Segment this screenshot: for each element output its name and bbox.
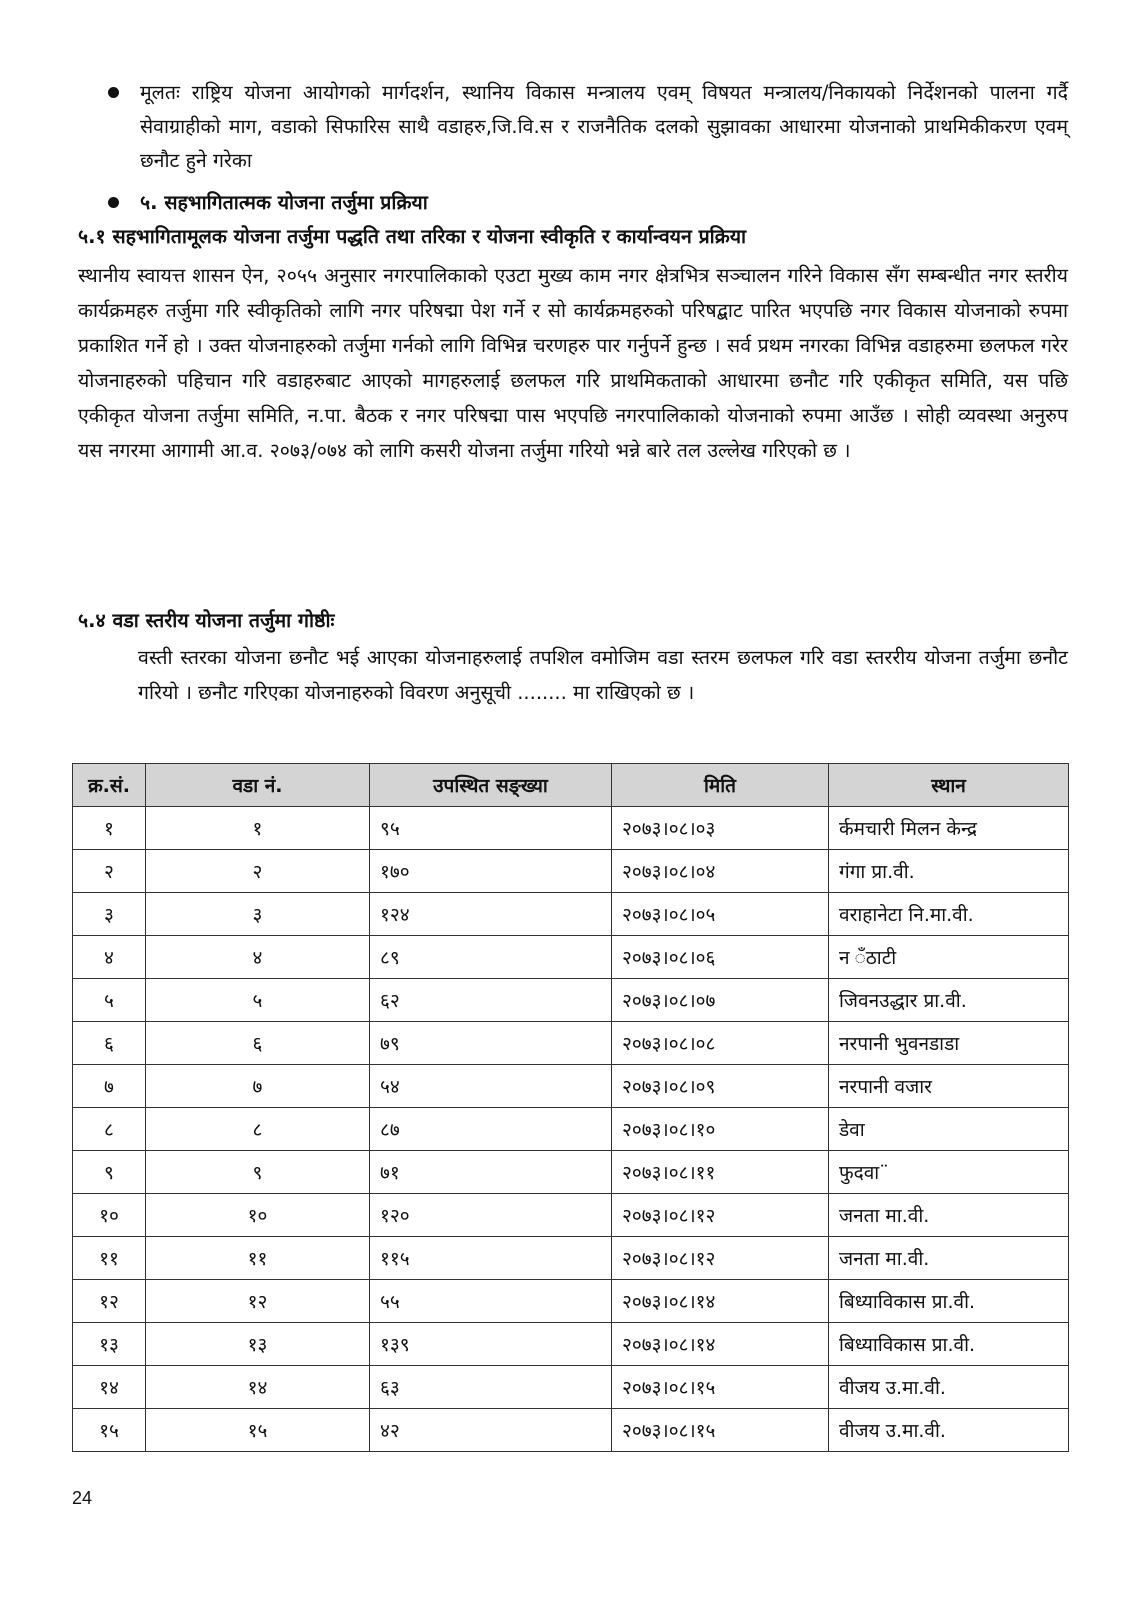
header-sn: क्र.सं. — [73, 764, 146, 807]
cell-date: २०७३।०८।१५ — [612, 1366, 829, 1409]
cell-ward: ८ — [146, 1108, 370, 1151]
table-row — [73, 893, 1069, 936]
cell-ward: १२ — [146, 1280, 370, 1323]
cell-attendance: ४२ — [370, 1409, 612, 1452]
cell-date: २०७३।०८।०३ — [612, 807, 829, 850]
section-5-title: ५. सहभागितात्मक योजना तर्जुमा प्रक्रिया — [140, 191, 428, 214]
heading-5-4: ५.४ वडा स्तरीय योजना तर्जुमा गोष्ठीः — [78, 609, 335, 632]
table-row — [73, 1065, 1069, 1108]
cell-sn: ५ — [73, 979, 146, 1022]
cell-date: २०७३।०८।०९ — [612, 1065, 829, 1108]
cell-ward: १० — [146, 1194, 370, 1237]
table-row — [73, 1108, 1069, 1151]
cell-ward: १ — [146, 807, 370, 850]
cell-place: वीजय उ.मा.वी. — [829, 1409, 1069, 1452]
table-row — [73, 1409, 1069, 1452]
cell-sn: ६ — [73, 1022, 146, 1065]
cell-date: २०७३।०८।०५ — [612, 893, 829, 936]
bullet-dot-icon — [108, 87, 119, 98]
cell-place: फुदवा¨ — [829, 1151, 1069, 1194]
cell-ward: ६ — [146, 1022, 370, 1065]
cell-attendance: १२४ — [370, 893, 612, 936]
cell-sn: १२ — [73, 1280, 146, 1323]
paragraph-5-4: वस्ती स्तरका योजना छनौट भई आएका योजनाहरुलाई तपशिल वमोजिम वडा स्तरम छलफल गरि वडा स्तररीय योजना तर्जुमा छनौट गरियो । छनौट गरिएका योजनाहरुको विवरण अनुसूची ........ मा राखिएको छ । — [138, 646, 1068, 704]
cell-attendance: ६३ — [370, 1366, 612, 1409]
cell-date: २०७३।०८।०४ — [612, 850, 829, 893]
table-row — [73, 1151, 1069, 1194]
cell-attendance: ९५ — [370, 807, 612, 850]
cell-date: २०७३।०८।१४ — [612, 1323, 829, 1366]
cell-place: जिवनउद्धार प्रा.वी. — [829, 979, 1069, 1022]
heading-5-1: ५.१ सहभागितामूलक योजना तर्जुमा पद्धति तथा तरिका र योजना स्वीकृति र कार्यान्वयन प्रक्रिया — [78, 225, 747, 248]
cell-attendance: ८९ — [370, 936, 612, 979]
cell-ward: ९ — [146, 1151, 370, 1194]
cell-place: डेवा — [829, 1108, 1069, 1151]
table-row — [73, 936, 1069, 979]
cell-sn: ३ — [73, 893, 146, 936]
paragraph-5-1: स्थानीय स्वायत्त शासन ऐन, २०५५ अनुसार नगरपालिकाको एउटा मुख्य काम नगर क्षेत्रभित्र सञ्चालन गरिने विकास सँग सम्बन्धीत नगर स्तरीय कार्यक्रमहरु तर्जुमा गरि स्वीकृतिको लागि नगर परिषद्मा पेश गर्ने र सो कार्यक्रमहरुको परिषद्बाट पारित भएपछि नगर विकास योजनाको रुपमा प्रकाशित गर्ने हो । उक्त योजनाहरुको तर्जुमा गर्नको लागि विभिन्न चरणहरु पार गर्नुपर्ने हुन्छ । सर्व प्रथम नगरका विभिन्न वडाहरुमा छलफल गरेर योजनाहरुको पहिचान गरि वडाहरुबाट आएको मागहरुलाई छलफल गरि प्राथमिकताको आधारमा छनौट गरि एकीकृत समिति, यस पछि एकीकृत योजना तर्जुमा समिति, न.पा. बैठक र नगर परिषद्मा पास भएपछि नगरपालिकाको योजनाको रुपमा आउँछ । सोही व्यवस्था अनुरुप यस नगरमा आगामी आ.व. २०७३/०७४ को लागि कसरी योजना तर्जुमा गरियो भन्ने बारे तल उल्लेख गरिएको छ । — [78, 264, 1068, 462]
table-row — [73, 1237, 1069, 1280]
cell-sn: ७ — [73, 1065, 146, 1108]
header-attendance: उपस्थित सङ्ख्या — [370, 764, 612, 807]
cell-date: २०७३।०८।१४ — [612, 1280, 829, 1323]
cell-attendance: १७० — [370, 850, 612, 893]
cell-sn: २ — [73, 850, 146, 893]
cell-date: २०७३।०८।१० — [612, 1108, 829, 1151]
cell-attendance: १३९ — [370, 1323, 612, 1366]
cell-place: बिध्याविकास प्रा.वी. — [829, 1323, 1069, 1366]
cell-attendance: ६२ — [370, 979, 612, 1022]
cell-sn: ११ — [73, 1237, 146, 1280]
cell-sn: ९ — [73, 1151, 146, 1194]
bullet-item-guidance — [108, 76, 1068, 178]
cell-sn: ४ — [73, 936, 146, 979]
cell-place: वराहानेटा नि.मा.वी. — [829, 893, 1069, 936]
cell-attendance: ७९ — [370, 1022, 612, 1065]
cell-attendance: १२० — [370, 1194, 612, 1237]
cell-attendance: ११५ — [370, 1237, 612, 1280]
cell-ward: ३ — [146, 893, 370, 936]
table-row — [73, 1280, 1069, 1323]
table-row — [73, 1323, 1069, 1366]
table-row — [73, 1194, 1069, 1237]
cell-ward: २ — [146, 850, 370, 893]
cell-ward: ७ — [146, 1065, 370, 1108]
cell-sn: १ — [73, 807, 146, 850]
cell-attendance: ५५ — [370, 1280, 612, 1323]
cell-date: २०७३।०८।०७ — [612, 979, 829, 1022]
table-row — [73, 850, 1069, 893]
cell-place: नरपानी वजार — [829, 1065, 1069, 1108]
cell-attendance: ७१ — [370, 1151, 612, 1194]
cell-date: २०७३।०८।०८ — [612, 1022, 829, 1065]
table-row — [73, 1022, 1069, 1065]
cell-place: जनता मा.वी. — [829, 1237, 1069, 1280]
cell-sn: १० — [73, 1194, 146, 1237]
page-number: 24 — [72, 1488, 93, 1508]
cell-sn: ८ — [73, 1108, 146, 1151]
cell-date: २०७३।०८।११ — [612, 1151, 829, 1194]
cell-date: २०७३।०८।०६ — [612, 936, 829, 979]
cell-place: वीजय उ.मा.वी. — [829, 1366, 1069, 1409]
table-row — [73, 979, 1069, 1022]
bullet-item-section-5 — [108, 186, 1068, 220]
ward-meeting-table — [72, 763, 1069, 1452]
cell-attendance: ५४ — [370, 1065, 612, 1108]
header-ward-no: वडा नं. — [146, 764, 370, 807]
cell-ward: ५ — [146, 979, 370, 1022]
cell-place: नरपानी भुवनडाडा — [829, 1022, 1069, 1065]
cell-sn: १३ — [73, 1323, 146, 1366]
cell-date: २०७३।०८।१२ — [612, 1237, 829, 1280]
cell-ward: १४ — [146, 1366, 370, 1409]
cell-place: बिध्याविकास प्रा.वी. — [829, 1280, 1069, 1323]
cell-date: २०७३।०८।१२ — [612, 1194, 829, 1237]
cell-ward: ४ — [146, 936, 370, 979]
table-row — [73, 1366, 1069, 1409]
cell-ward: १५ — [146, 1409, 370, 1452]
cell-place: जनता मा.वी. — [829, 1194, 1069, 1237]
cell-ward: १३ — [146, 1323, 370, 1366]
bullet-dot-icon — [108, 197, 119, 208]
cell-attendance: ८७ — [370, 1108, 612, 1151]
table-row — [73, 807, 1069, 850]
table-header-row — [73, 764, 1069, 807]
header-place: स्थान — [829, 764, 1069, 807]
cell-place: गंगा प्रा.वी. — [829, 850, 1069, 893]
cell-date: २०७३।०८।१५ — [612, 1409, 829, 1452]
cell-ward: ११ — [146, 1237, 370, 1280]
cell-sn: १५ — [73, 1409, 146, 1452]
cell-sn: १४ — [73, 1366, 146, 1409]
header-date: मिति — [612, 764, 829, 807]
cell-place: न ँठाटी — [829, 936, 1069, 979]
cell-place: र्कमचारी मिलन केन्द्र — [829, 807, 1069, 850]
bullet-text: मूलतः राष्ट्रिय योजना आयोगको मार्गदर्शन, स्थानिय विकास मन्त्रालय एवम् विषयत मन्त्रालय/निकायको निर्देशनको पालना गर्दै सेवाग्राहीको माग, वडाको सिफारिस साथै वडाहरु,जि.वि.स र राजनैतिक दलको सुझावका आधारमा योजनाको प्राथमिकीकरण एवम् छनौट हुने गरेका — [140, 81, 1068, 172]
